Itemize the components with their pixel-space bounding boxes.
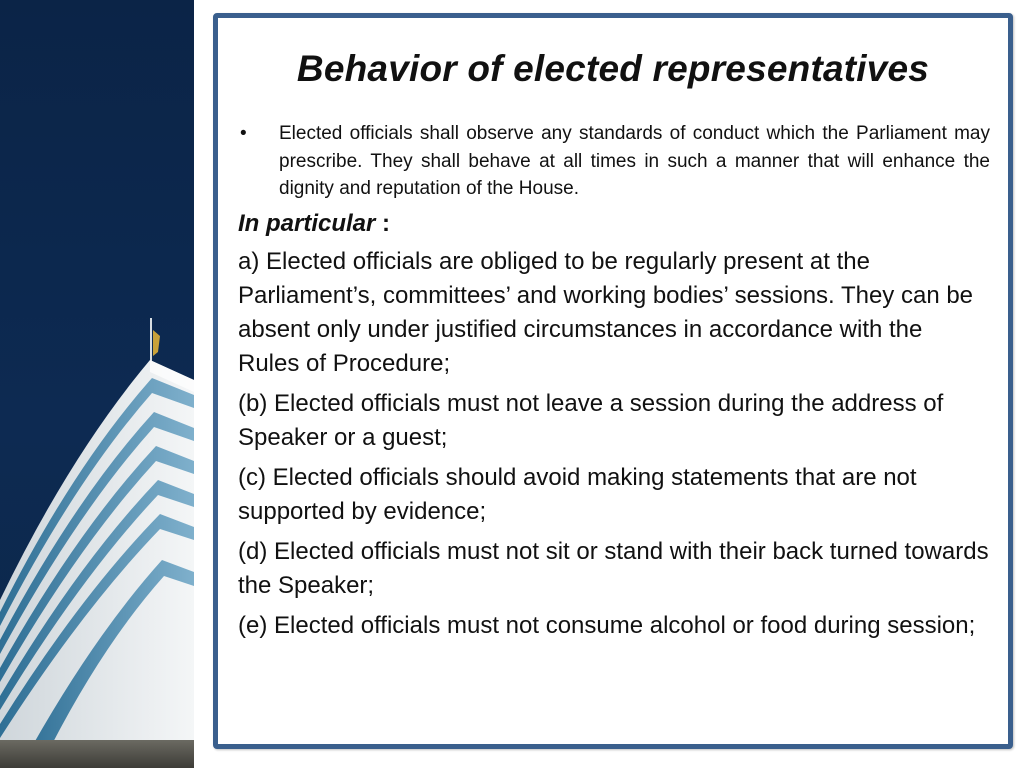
bullet-point: [238, 120, 990, 203]
subheading-emphasis: In particular: [238, 209, 376, 237]
bullet-text: Elected officials shall observe any standards of conduct which the Parliament may prescribe. They shall behave at all times in such a manner that will enhance the dignity and reputation of the House.: [279, 123, 990, 199]
slide-title: Behavior of elected representatives: [296, 48, 930, 89]
subheading: [238, 209, 990, 239]
side-decorative-band: [0, 0, 194, 768]
building-illustration: [0, 0, 194, 768]
list-item-c: (c) Elected officials should avoid making statements that are not supported by evidence;: [238, 463, 917, 525]
list-item-e: (e) Elected officials must not consume alcohol or food during session;: [238, 611, 976, 639]
list-item-d: (d) Elected officials must not sit or stand with their back turned towards the Speaker;: [238, 537, 989, 599]
subheading-colon: :: [375, 209, 391, 237]
list-item-b: (b) Elected officials must not leave a session during the address of Speaker or a guest;: [238, 389, 944, 451]
content-frame: [213, 13, 1013, 749]
list-item-a: a) Elected officials are obliged to be regularly present at the Parliament’s, committees’ and working bodies’ sessions. They can be absent only under justified circumstances in accordance with the Rules of Procedure;: [238, 247, 974, 377]
slide-body: [238, 120, 990, 649]
bullet-marker: •: [240, 123, 247, 144]
